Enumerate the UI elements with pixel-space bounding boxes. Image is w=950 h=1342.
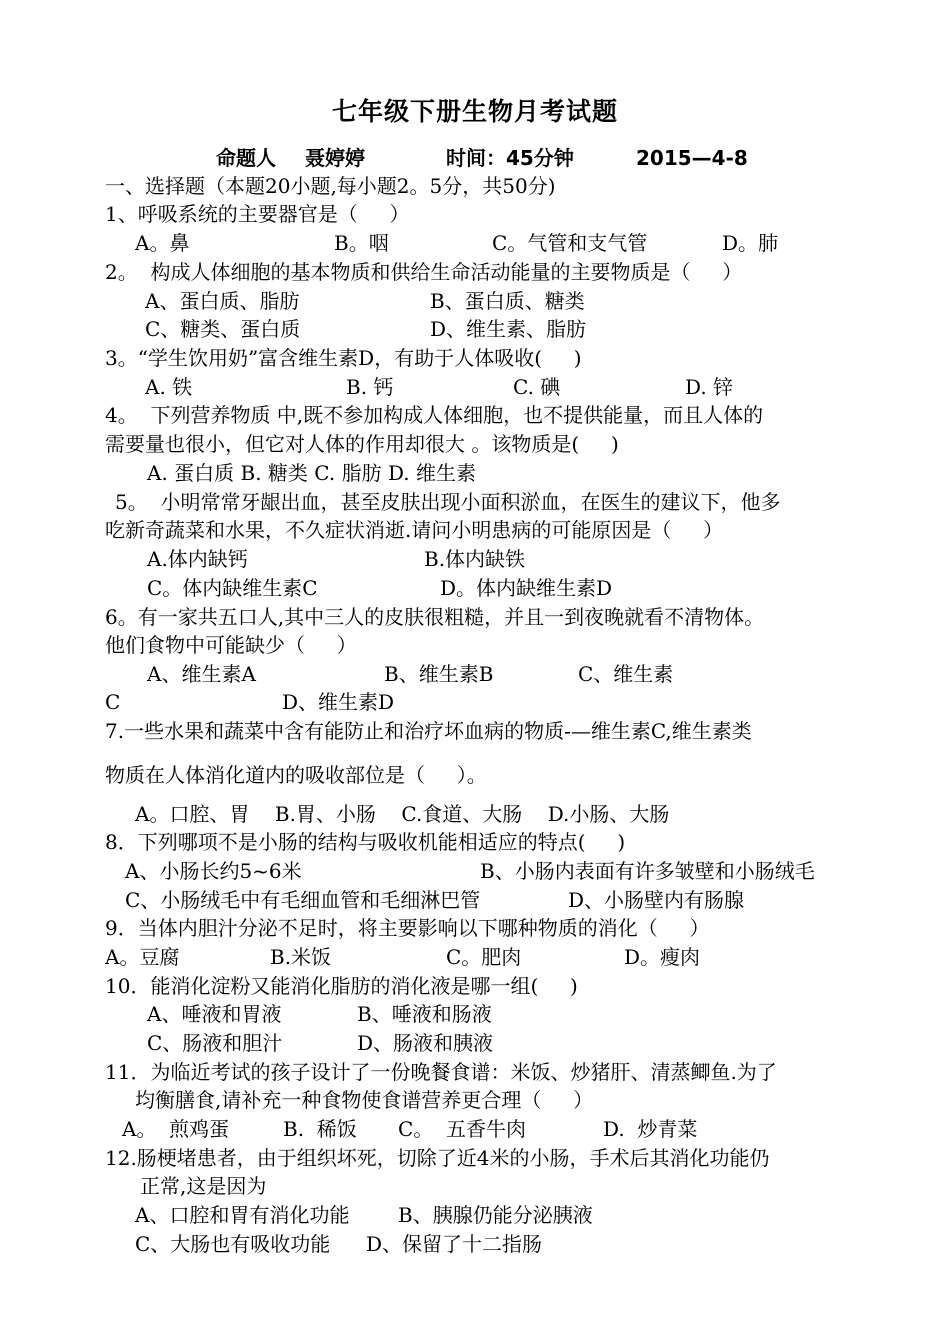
q8-option-d: D、小肠壁内有肠腺 xyxy=(568,888,745,912)
q4-options: A. 蛋白质 B. 糖类 C. 脂肪 D. 维生素 xyxy=(147,461,476,485)
question-10: 10．能消化淀粉又能消化脂肪的消化液是哪一组( ) xyxy=(105,974,578,998)
q5-option-a: A.体内缺钙 xyxy=(147,547,248,571)
q12-option-a: A、口腔和胃有消化功能 xyxy=(135,1203,350,1227)
q10-option-c: C、肠液和胆汁 xyxy=(147,1031,283,1055)
q11-option-b: B. 稀饭 xyxy=(283,1117,357,1141)
author-name: 聂婷婷 xyxy=(305,146,365,170)
question-6-line-2: 他们食物中可能缺少（ ） xyxy=(105,633,357,657)
q8-option-b: B、小肠内表面有许多皱壁和小肠绒毛 xyxy=(480,859,815,883)
q2-option-c: C、糖类、蛋白质 xyxy=(145,317,301,341)
q9-option-b: B.米饭 xyxy=(270,945,332,969)
q10-option-a: A、唾液和胃液 xyxy=(147,1002,282,1026)
q6-option-d: D、维生素D xyxy=(282,690,395,714)
q11-option-a: A。 煎鸡蛋 xyxy=(122,1117,230,1141)
author-label: 命题人 xyxy=(216,146,276,170)
q3-option-d: D. 锌 xyxy=(685,375,734,399)
q2-option-d: D、维生素、脂肪 xyxy=(430,317,587,341)
q10-option-b: B、唾液和肠液 xyxy=(357,1002,492,1026)
question-12-line-1: 12.肠梗堵患者，由于组织坏死，切除了近4米的小肠，手术后其消化功能仍 xyxy=(105,1146,770,1170)
q12-option-c: C、大肠也有吸收功能 xyxy=(135,1232,331,1256)
q11-option-c: C。 五香牛肉 xyxy=(398,1117,527,1141)
q11-option-d: D. 炒青菜 xyxy=(603,1117,698,1141)
q12-option-b: B、胰腺仍能分泌胰液 xyxy=(398,1203,593,1227)
section-heading: 一、选择题（本题20小题,每小题2。5分，共50分) xyxy=(105,174,556,198)
q3-option-c: C. 碘 xyxy=(513,375,561,399)
q6-option-c: C、维生素 xyxy=(578,662,674,686)
q5-option-c: C。体内缺维生素C xyxy=(147,576,318,600)
question-5-line-2: 吃新奇蔬菜和水果，不久症状消逝.请问小明患病的可能原因是（ ） xyxy=(105,518,724,542)
q5-option-d: D。体内缺维生素D xyxy=(440,576,613,600)
q1-option-b: B。咽 xyxy=(334,231,389,255)
q3-option-a: A. 铁 xyxy=(145,375,193,399)
q2-option-b: B、蛋白质、糖类 xyxy=(430,289,585,313)
question-12-line-2: 正常,这是因为 xyxy=(140,1174,267,1198)
question-3: 3。“学生饮用奶”富含维生素D，有助于人体吸收( ) xyxy=(105,346,582,370)
question-4-line-2: 需要量也很小，但它对人体的作用却很大 。该物质是( ) xyxy=(105,432,619,456)
q5-option-b: B.体内缺铁 xyxy=(424,547,526,571)
question-7-line-2: 物质在人体消化道内的吸收部位是（ ）。 xyxy=(105,763,487,787)
q9-option-c: C。肥肉 xyxy=(446,945,522,969)
q12-option-d: D、保留了十二指肠 xyxy=(366,1232,543,1256)
q3-option-b: B. 钙 xyxy=(346,375,394,399)
page-title: 七年级下册生物月考试题 xyxy=(331,97,618,126)
question-11-line-2: 均衡膳食,请补充一种食物使食谱营养更合理（ ） xyxy=(135,1088,594,1112)
question-5-line-1: 5。 小明常常牙龈出血，甚至皮肤出现小面积淤血，在医生的建议下，他多 xyxy=(115,490,781,514)
question-9: 9．当体内胆汁分泌不足时，将主要影响以下哪种物质的消化（ ） xyxy=(105,916,710,940)
q8-option-a: A、小肠长约5~6米 xyxy=(125,859,302,883)
q9-option-d: D。瘦肉 xyxy=(624,945,701,969)
question-1: 1、呼吸系统的主要器官是（ ） xyxy=(105,202,410,226)
q6-option-a: A、维生素A xyxy=(147,662,256,686)
question-6-line-1: 6。有一家共五口人,其中三人的皮肤很粗糙，并且一到夜晚就看不清物体。 xyxy=(105,605,765,629)
exam-date: 2015—4-8 xyxy=(636,146,748,170)
q6-option-c-wrap: C xyxy=(105,690,121,714)
question-7-line-1: 7.一些水果和蔬菜中含有能防止和治疗坏血病的物质-—维生素C,维生素类 xyxy=(105,719,752,743)
q6-option-b: B、维生素B xyxy=(384,662,494,686)
question-11-line-1: 11．为临近考试的孩子设计了一份晚餐食谱：米饭、炒猪肝、清蒸鲫鱼.为了 xyxy=(105,1060,777,1084)
question-2: 2。 构成人体细胞的基本物质和供给生命活动能量的主要物质是（ ） xyxy=(105,260,743,284)
q1-option-d: D。肺 xyxy=(722,231,779,255)
q10-option-d: D、肠液和胰液 xyxy=(357,1031,494,1055)
q8-option-c: C、小肠绒毛中有毛细血管和毛细淋巴管 xyxy=(125,888,481,912)
question-8: 8．下列哪项不是小肠的结构与吸收机能相适应的特点( ) xyxy=(105,830,626,854)
q9-option-a: A。豆腐 xyxy=(105,945,180,969)
q7-options: A。口腔、胃 B.胃、小肠 C.食道、大肠 D.小肠、大肠 xyxy=(135,802,670,826)
q1-option-c: C。气管和支气管 xyxy=(492,231,648,255)
q2-option-a: A、蛋白质、脂肪 xyxy=(145,289,300,313)
exam-time: 时间：45分钟 xyxy=(446,146,574,170)
q1-option-a: A。鼻 xyxy=(135,231,190,255)
question-4-line-1: 4。 下列营养物质 中,既不参加构成人体细胞，也不提供能量，而且人体的 xyxy=(105,403,764,427)
